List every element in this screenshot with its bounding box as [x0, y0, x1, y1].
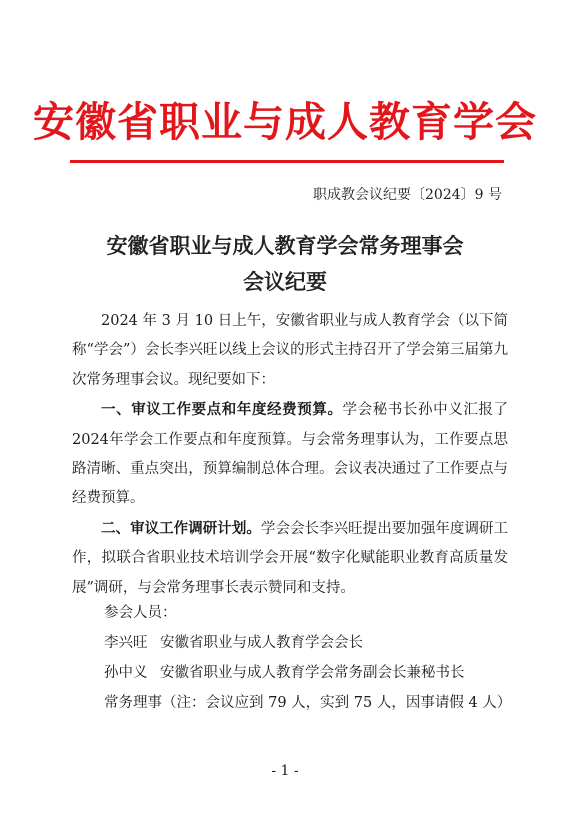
page-number: - 1 -	[271, 763, 299, 779]
item-2-text: 学会会长李兴旺提出要加强年度调研工作，拟联合省职业技术培训学会开展“数字化赋能职业教育高质量发展”调研，与会常务理事长表示赞同和支持。	[72, 520, 509, 596]
document-title-line2: 会议纪要	[243, 269, 327, 294]
attendees-section	[104, 598, 514, 718]
item-1-text: 学会秘书长孙中义汇报了 2024年学会工作要点和年度预算。与会常务理事认为，工作要点思路清晰、重点突出，预算编制总体合理。会议表决通过了工作要点与经费预算。	[72, 402, 509, 507]
attendee-row	[104, 658, 514, 688]
org-letterhead: 安徽省职业与成人教育学会	[33, 98, 537, 146]
document-body	[72, 307, 508, 603]
attendee-name: 李兴旺	[104, 635, 148, 651]
item-1-paragraph	[72, 395, 508, 514]
attendees-note: 常务理事（注：会议应到 79 人，实到 75 人，因事请假 4 人）	[104, 695, 512, 711]
item-2-heading: 二、审议工作调研计划。	[101, 519, 261, 537]
intro-paragraph: 2024 年 3 月 10 日上午，安徽省职业与成人教育学会（以下简称“学会”）会长李兴旺以线上会议的形式主持召开了学会第三届第九次常务理事会议。现纪要如下：	[72, 313, 508, 388]
document-number: 职成教会议纪要〔2024〕9 号	[313, 187, 502, 203]
attendee-row	[104, 628, 514, 658]
letterhead-rule	[70, 160, 504, 163]
item-2-paragraph	[72, 514, 508, 603]
attendee-role: 安徽省职业与成人教育学会常务副会长兼秘书长	[160, 665, 465, 681]
document-title	[0, 228, 570, 300]
attendees-label: 参会人员：	[104, 605, 177, 621]
attendee-name: 孙中义	[104, 665, 148, 681]
attendee-role: 安徽省职业与成人教育学会会长	[160, 635, 363, 651]
item-1-heading: 一、审议工作要点和年度经费预算。	[101, 401, 343, 419]
document-title-line1: 安徽省职业与成人教育学会常务理事会	[106, 233, 464, 258]
